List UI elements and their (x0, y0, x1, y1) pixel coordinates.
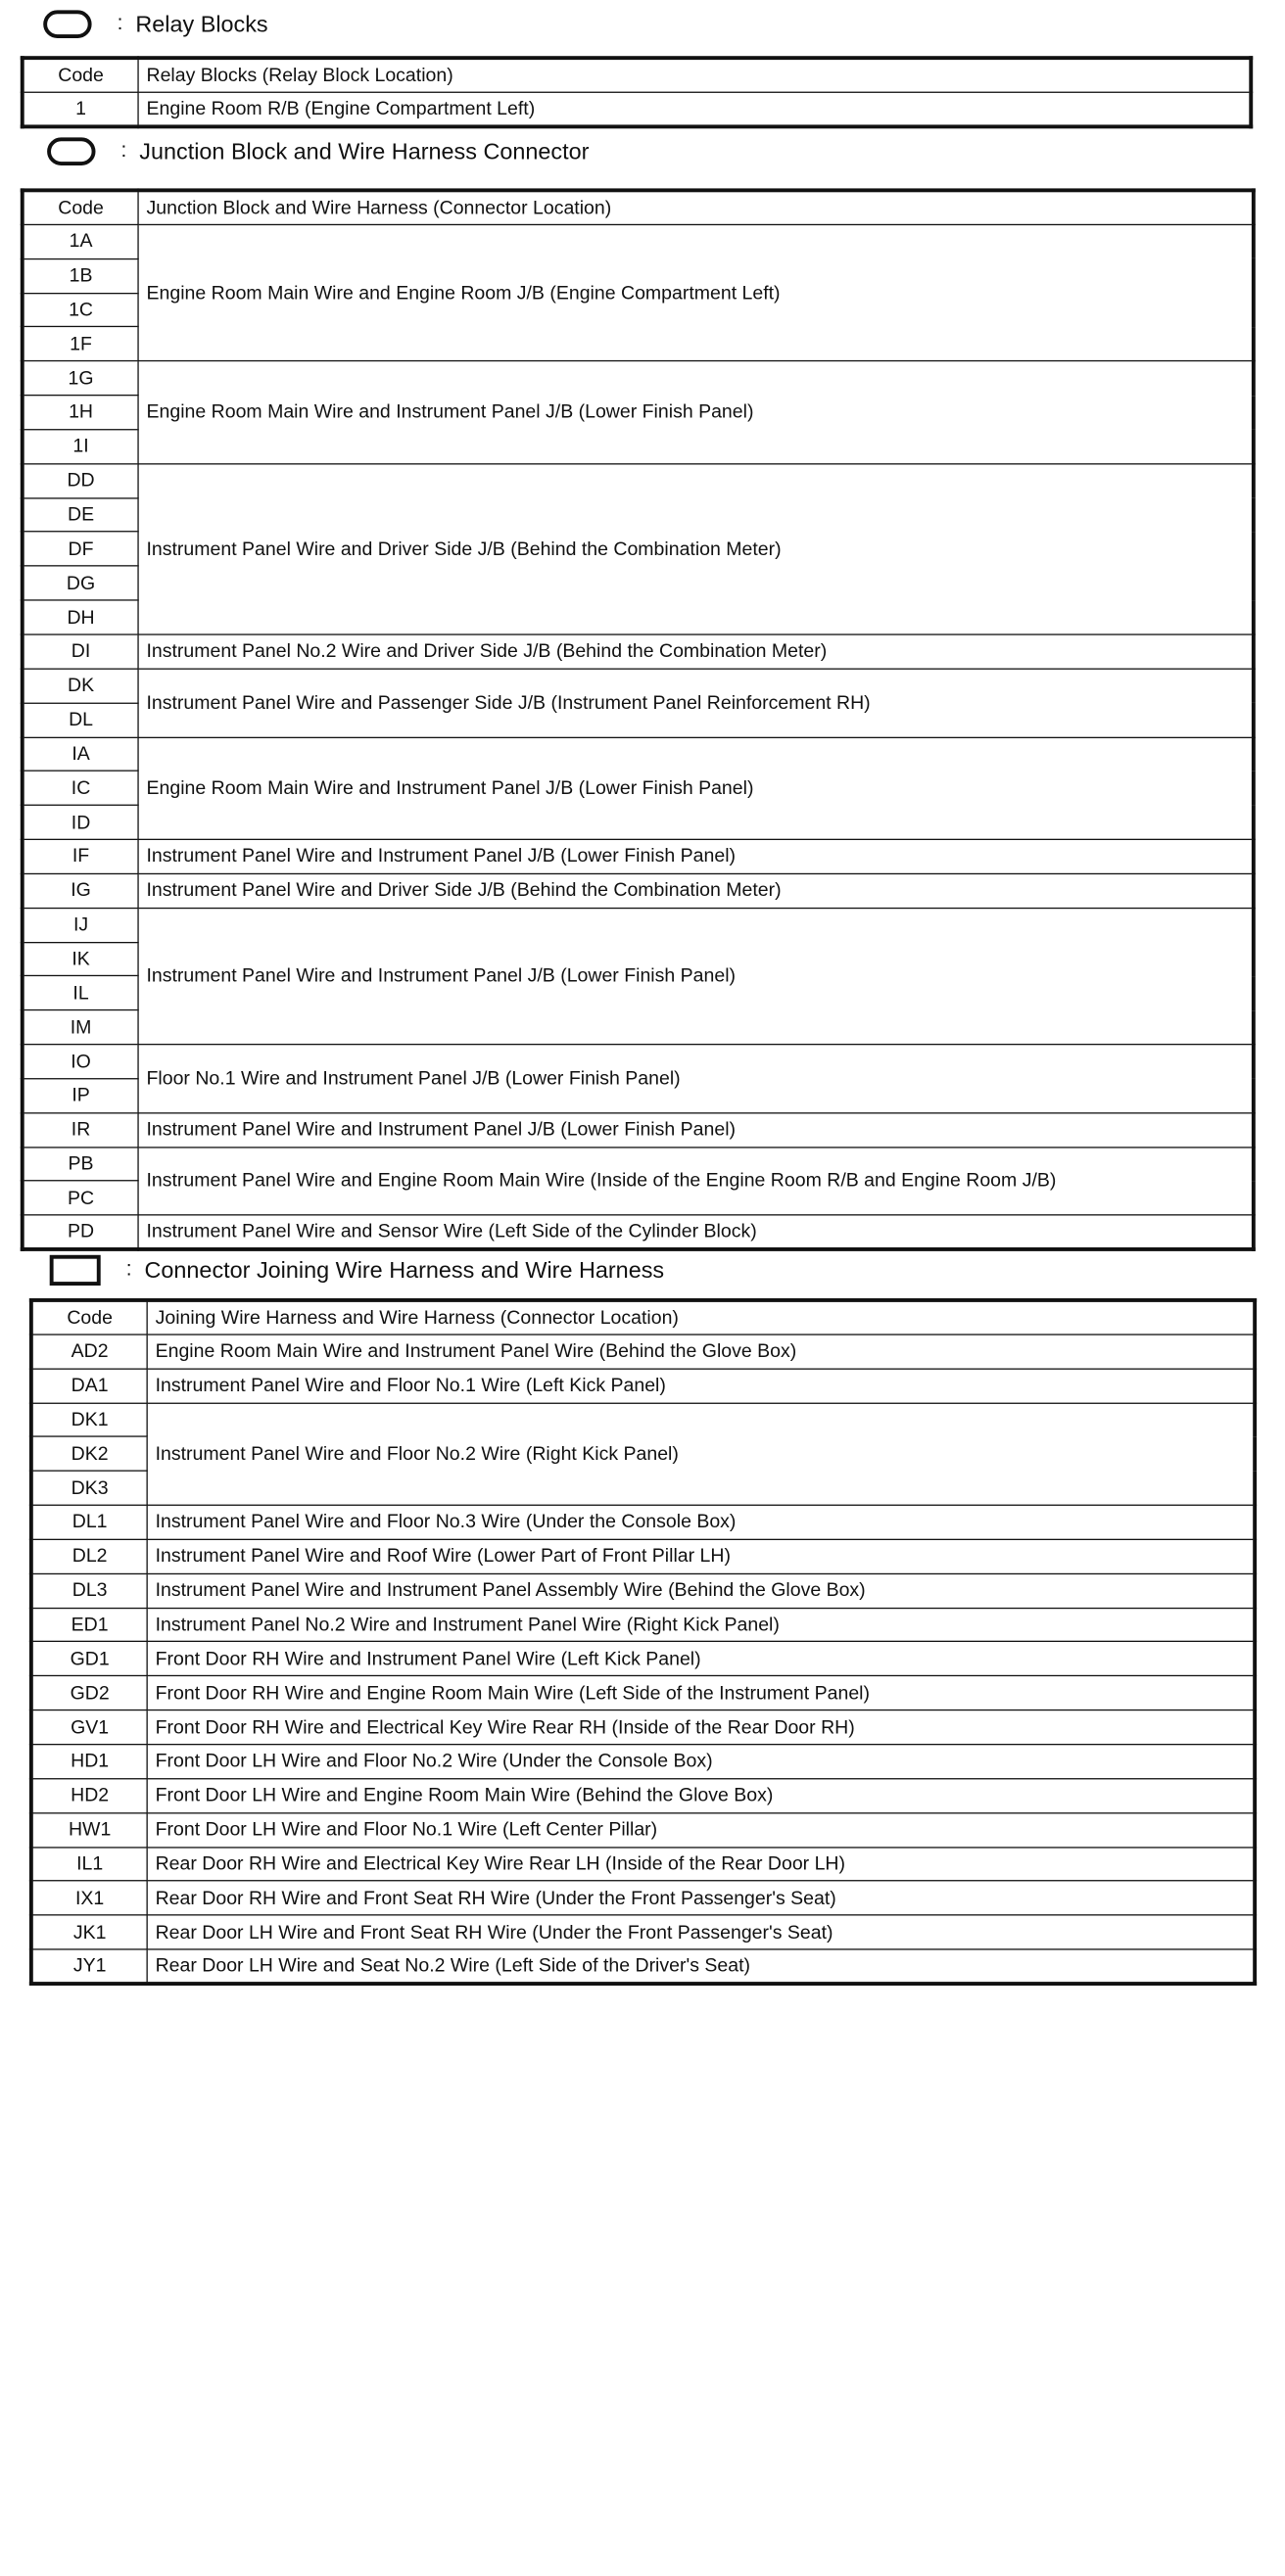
header-code: Code (31, 1300, 147, 1335)
row-code: PB (23, 1147, 138, 1181)
table-row (31, 1915, 1255, 1949)
row-code: DL1 (31, 1505, 147, 1539)
row-description: Engine Room Main Wire and Instrument Panel Wire (Behind the Glove Box) (147, 1335, 1255, 1369)
header-code: Code (23, 58, 138, 92)
row-code: JY1 (31, 1949, 147, 1984)
table-row (23, 1215, 1254, 1249)
colon: : (117, 13, 123, 35)
row-code: DA1 (31, 1369, 147, 1403)
table-row (23, 908, 1254, 942)
row-description: Engine Room R/B (Engine Compartment Left) (138, 92, 1251, 126)
row-code: 1B (23, 258, 138, 293)
row-code: 1H (23, 396, 138, 430)
row-code: DI (23, 634, 138, 669)
header-description: Relay Blocks (Relay Block Location) (138, 58, 1251, 92)
table-row (31, 1676, 1255, 1710)
row-description: Front Door LH Wire and Floor No.2 Wire (Under the Console Box) (147, 1745, 1255, 1779)
junction-title: Junction Block and Wire Harness Connector (139, 138, 590, 164)
row-code: HW1 (31, 1812, 147, 1847)
table-header-row (23, 190, 1254, 224)
table-header-row (31, 1300, 1255, 1335)
row-code: IF (23, 839, 138, 873)
row-code: 1A (23, 224, 138, 258)
row-code: DK2 (31, 1437, 147, 1472)
table-row (23, 1113, 1254, 1147)
row-description: Instrument Panel Wire and Sensor Wire (Left Side of the Cylinder Block) (138, 1215, 1254, 1249)
row-description: Floor No.1 Wire and Instrument Panel J/B (Lower Finish Panel) (138, 1045, 1254, 1113)
row-code: DL (23, 703, 138, 737)
table-row (31, 1949, 1255, 1984)
joining-table (29, 1298, 1257, 1986)
table-row (31, 1745, 1255, 1779)
row-description: Instrument Panel Wire and Roof Wire (Lower Part of Front Pillar LH) (147, 1539, 1255, 1573)
row-code: IL1 (31, 1847, 147, 1881)
row-description: Instrument Panel Wire and Engine Room Main Wire (Inside of the Engine Room R/B and Engine Room J/B) (138, 1147, 1254, 1215)
table-header-row (23, 58, 1252, 92)
row-code: HD2 (31, 1779, 147, 1813)
relay-title: Relay Blocks (135, 11, 268, 37)
row-code: IP (23, 1079, 138, 1113)
row-code: PC (23, 1181, 138, 1215)
row-code: 1 (23, 92, 138, 126)
row-code: DH (23, 600, 138, 634)
row-code: 1G (23, 361, 138, 396)
relay-oval-symbol (43, 10, 91, 38)
table-row (23, 634, 1254, 669)
row-description: Instrument Panel Wire and Floor No.3 Wire (Under the Console Box) (147, 1505, 1255, 1539)
row-description: Front Door RH Wire and Electrical Key Wire Rear RH (Inside of the Rear Door RH) (147, 1710, 1255, 1745)
row-code: JK1 (31, 1915, 147, 1949)
row-code: DE (23, 497, 138, 532)
row-description: Engine Room Main Wire and Engine Room J/B (Engine Compartment Left) (138, 224, 1254, 361)
row-code: GD1 (31, 1642, 147, 1676)
row-code: HD1 (31, 1745, 147, 1779)
row-code: IR (23, 1113, 138, 1147)
row-code: IL (23, 976, 138, 1010)
row-code: PD (23, 1215, 138, 1249)
row-code: AD2 (31, 1335, 147, 1369)
row-code: DK1 (31, 1403, 147, 1437)
colon: : (125, 1258, 132, 1281)
joining-title: Connector Joining Wire Harness and Wire Harness (144, 1256, 665, 1283)
row-code: IC (23, 772, 138, 806)
row-description: Instrument Panel Wire and Instrument Panel J/B (Lower Finish Panel) (138, 839, 1254, 873)
relay-table (21, 56, 1253, 128)
row-description: Instrument Panel No.2 Wire and Driver Side J/B (Behind the Combination Meter) (138, 634, 1254, 669)
row-description: Rear Door RH Wire and Front Seat RH Wire (Under the Front Passenger's Seat) (147, 1881, 1255, 1915)
table-row (31, 1812, 1255, 1847)
relay-heading (43, 10, 267, 38)
table-row (31, 1403, 1255, 1437)
header-code: Code (23, 190, 138, 224)
joining-square-symbol (50, 1255, 101, 1286)
header-description: Joining Wire Harness and Wire Harness (Connector Location) (147, 1300, 1255, 1335)
row-description: Instrument Panel Wire and Driver Side J/B (Behind the Combination Meter) (138, 873, 1254, 908)
row-description: Instrument Panel Wire and Floor No.1 Wire (Left Kick Panel) (147, 1369, 1255, 1403)
table-row (23, 737, 1254, 772)
table-row (23, 1147, 1254, 1181)
row-code: 1C (23, 293, 138, 327)
row-code: IA (23, 737, 138, 772)
row-description: Instrument Panel Wire and Floor No.2 Wire (Right Kick Panel) (147, 1403, 1255, 1506)
table-row (31, 1608, 1255, 1642)
row-code: DL2 (31, 1539, 147, 1573)
row-description: Instrument Panel Wire and Driver Side J/B (Behind the Combination Meter) (138, 464, 1254, 634)
row-code: DL3 (31, 1573, 147, 1608)
row-description: Rear Door LH Wire and Seat No.2 Wire (Left Side of the Driver's Seat) (147, 1949, 1255, 1984)
table-row (31, 1335, 1255, 1369)
table-row (23, 839, 1254, 873)
row-code: IM (23, 1010, 138, 1045)
row-code: IG (23, 873, 138, 908)
row-code: DF (23, 532, 138, 566)
table-row (31, 1505, 1255, 1539)
row-description: Front Door RH Wire and Instrument Panel Wire (Left Kick Panel) (147, 1642, 1255, 1676)
table-row (31, 1573, 1255, 1608)
row-description: Front Door LH Wire and Floor No.1 Wire (Left Center Pillar) (147, 1812, 1255, 1847)
table-row (31, 1369, 1255, 1403)
table-row (31, 1710, 1255, 1745)
table-row (23, 464, 1254, 498)
row-description: Instrument Panel No.2 Wire and Instrument Panel Wire (Right Kick Panel) (147, 1608, 1255, 1642)
row-code: 1I (23, 430, 138, 464)
row-code: DK (23, 669, 138, 703)
row-description: Engine Room Main Wire and Instrument Panel J/B (Lower Finish Panel) (138, 361, 1254, 464)
table-row (31, 1779, 1255, 1813)
header-description: Junction Block and Wire Harness (Connector Location) (138, 190, 1254, 224)
table-row (23, 92, 1252, 126)
table-row (31, 1881, 1255, 1915)
row-code: DD (23, 464, 138, 498)
table-row (31, 1847, 1255, 1881)
row-code: IK (23, 942, 138, 976)
row-description: Rear Door LH Wire and Front Seat RH Wire (Under the Front Passenger's Seat) (147, 1915, 1255, 1949)
table-row (31, 1539, 1255, 1573)
junction-table (21, 188, 1256, 1251)
row-description: Instrument Panel Wire and Passenger Side J/B (Instrument Panel Reinforcement RH) (138, 669, 1254, 737)
table-row (23, 873, 1254, 908)
row-code: DK3 (31, 1471, 147, 1505)
row-description: Front Door LH Wire and Engine Room Main Wire (Behind the Glove Box) (147, 1779, 1255, 1813)
table-row (23, 1045, 1254, 1079)
junction-heading (47, 137, 589, 165)
row-code: ED1 (31, 1608, 147, 1642)
table-row (23, 224, 1254, 258)
joining-heading (50, 1255, 664, 1286)
row-description: Instrument Panel Wire and Instrument Panel Assembly Wire (Behind the Glove Box) (147, 1573, 1255, 1608)
row-description: Instrument Panel Wire and Instrument Panel J/B (Lower Finish Panel) (138, 908, 1254, 1045)
row-code: 1F (23, 327, 138, 361)
row-description: Front Door RH Wire and Engine Room Main Wire (Left Side of the Instrument Panel) (147, 1676, 1255, 1710)
row-code: DG (23, 566, 138, 600)
row-code: IO (23, 1045, 138, 1079)
row-code: IX1 (31, 1881, 147, 1915)
row-code: GD2 (31, 1676, 147, 1710)
row-code: GV1 (31, 1710, 147, 1745)
table-row (23, 361, 1254, 396)
row-description: Rear Door RH Wire and Electrical Key Wire Rear LH (Inside of the Rear Door LH) (147, 1847, 1255, 1881)
junction-oval-symbol (47, 137, 95, 165)
row-code: IJ (23, 908, 138, 942)
row-description: Instrument Panel Wire and Instrument Panel J/B (Lower Finish Panel) (138, 1113, 1254, 1147)
colon: : (120, 140, 127, 163)
row-description: Engine Room Main Wire and Instrument Panel J/B (Lower Finish Panel) (138, 737, 1254, 840)
row-code: ID (23, 805, 138, 839)
table-row (23, 669, 1254, 703)
table-row (31, 1642, 1255, 1676)
